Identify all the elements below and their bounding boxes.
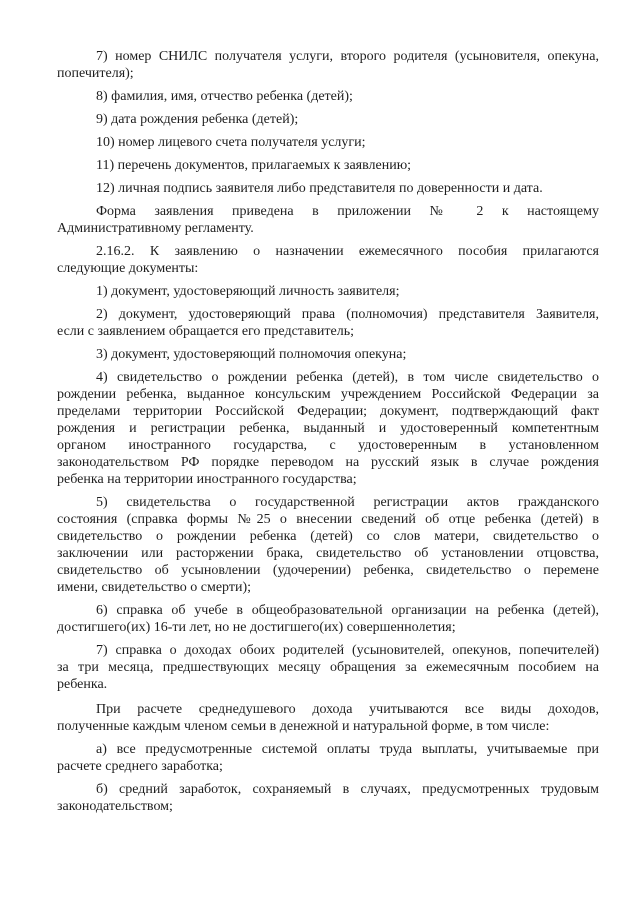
text-line: свидетельство о рождении ребенка (детей) со слов матери, свидетельство о — [57, 529, 599, 544]
text-line: заключении или расторжении брака, свидетельство об установлении отцовства, — [57, 546, 599, 561]
text-line: законодательством; — [57, 799, 173, 814]
text-line: следующие документы: — [57, 261, 199, 276]
text-line: 8) фамилия, имя, отчество ребенка (детей); — [96, 89, 353, 104]
text-line: расчете среднего заработка; — [57, 759, 223, 774]
text-line: 6) справка об учебе в общеобразовательной организации на ребенка (детей), — [96, 603, 599, 618]
text-line: 2) документ, удостоверяющий права (полномочия) представителя Заявителя, — [96, 307, 599, 322]
text-line: 10) номер лицевого счета получателя услуги; — [96, 135, 366, 150]
text-line: органом иностранного государства, с удостоверенным в установленном — [57, 438, 599, 453]
text-line: 3) документ, удостоверяющий полномочия опекуна; — [96, 347, 407, 362]
text-line: состояния (справка формы №25 о внесении сведений об отце ребенка (детей) в — [57, 512, 599, 527]
text-line: 7) номер СНИЛС получателя услуги, второго родителя (усыновителя, опекуна, — [96, 49, 599, 64]
text-line: свидетельство об усыновлении (удочерении) ребенка, свидетельство о перемене — [57, 563, 599, 578]
text-line: ребенка на территории иностранного государства; — [57, 472, 357, 487]
text-line: Административному регламенту. — [57, 221, 254, 236]
text-line: б) средний заработок, сохраняемый в случаях, предусмотренных трудовым — [96, 782, 599, 797]
text-line: за три месяца, предшествующих месяцу обращения за ежемесячным пособием на — [57, 660, 599, 675]
text-line: 7) справка о доходах обоих родителей (усыновителей, опекунов, попечителей) — [96, 643, 599, 658]
text-line: достигшего(их) 16-ти лет, но не достигшего(их) совершеннолетия; — [57, 620, 456, 635]
text-line: рождения и регистрации ребенка, выданный и удостоверенный компетентным — [57, 421, 599, 436]
text-line: ребенка. — [57, 677, 108, 692]
text-line: 11) перечень документов, прилагаемых к заявлению; — [96, 158, 412, 173]
text-line: 4) свидетельство о рождении ребенка (детей), в том числе свидетельство о — [96, 370, 599, 385]
text-line: полученные каждым членом семьи в денежной и натуральной форме, в том числе: — [57, 719, 550, 734]
text-line: имени, свидетельство о смерти); — [57, 580, 252, 595]
text-line: 9) дата рождения ребенка (детей); — [96, 112, 299, 127]
text-line: законодательством РФ порядке переводом на русский язык в случае рождения — [57, 455, 599, 470]
text-line: если с заявлением обращается его представитель; — [57, 324, 354, 339]
text-line: а) все предусмотренные системой оплаты труда выплаты, учитываемые при — [96, 742, 599, 757]
text-line: 12) личная подпись заявителя либо представителя по доверенности и дата. — [96, 181, 543, 196]
text-line: 1) документ, удостоверяющий личность заявителя; — [96, 284, 400, 299]
text-line: попечителя); — [57, 66, 134, 81]
text-line: пределами территории Российской Федерации; документ, подтверждающий факт — [57, 404, 599, 419]
text-line: Форма заявления приведена в приложении № 2 к настоящему — [96, 204, 599, 219]
text-line: рождении ребенка, выданное консульским учреждением Российской Федерации за — [57, 387, 599, 402]
text-line: 5) свидетельства о государственной регистрации актов гражданского — [96, 495, 599, 510]
text-line: 2.16.2. К заявлению о назначении ежемесячного пособия прилагаются — [96, 244, 599, 259]
text-line: При расчете среднедушевого дохода учитываются все виды доходов, — [96, 702, 599, 717]
